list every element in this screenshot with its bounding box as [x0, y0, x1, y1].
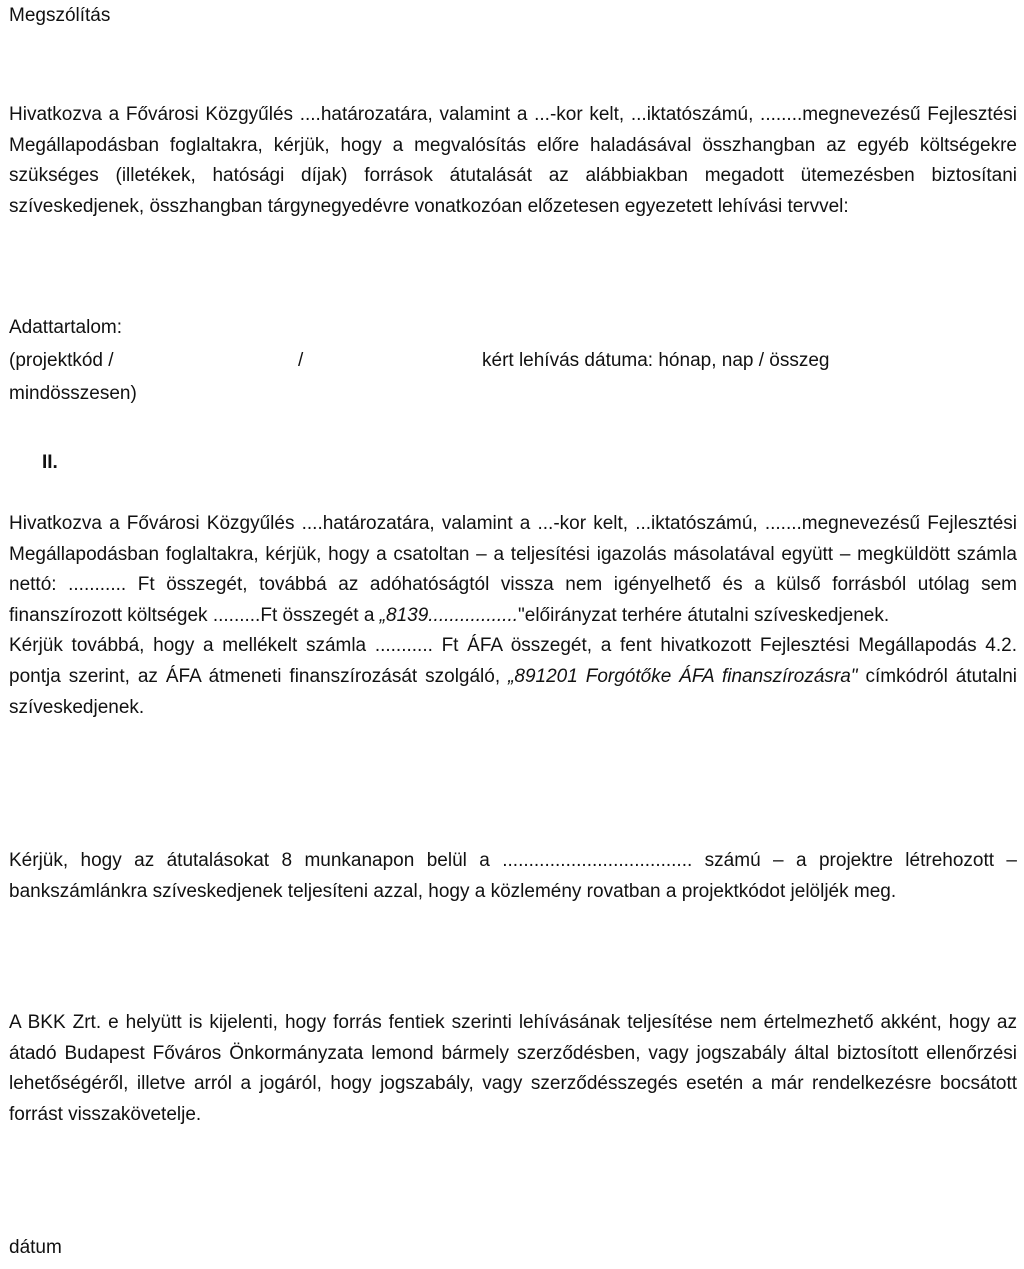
- data-column-date-amount: kért lehívás dátuma: hónap, nap / összeg: [482, 350, 830, 371]
- paragraph-invoice-tail: "előirányzat terhére átutalni szíveskedjenek.: [518, 604, 890, 626]
- vat-code: „891201 Forgótőke ÁFA finanszírozásra": [508, 665, 858, 687]
- appropriation-code: „8139.................: [379, 604, 519, 626]
- paragraph-request-costs: Hivatkozva a Fővárosi Közgyűlés ....határozatára, valamint a ...-kor kelt, ...iktatószámú, ........megnevezésű Fejlesztési Megállapodásban foglaltakra, kérjük, hogy a megvalósítás előre haladásával összhangban az egyéb költségekre szükséges (illetékek, hatósági díjak) források átutalását az alábbiakban megadott ütemezésben biztosítani szíveskedjenek, összhangban tárgynegyedévre vonatkozóan előzetesen egyezetett lehívási tervvel:: [9, 104, 1017, 217]
- salutation-heading: Megszólítás: [9, 5, 111, 26]
- data-content-block: [9, 313, 1017, 412]
- data-column-separator: /: [298, 350, 304, 371]
- paragraph-declaration: A BKK Zrt. e helyütt is kijelenti, hogy forrás fentiek szerinti lehívásának teljesítése nem értelmezhető akként, hogy az átadó Budapest Főváros Önkormányzata lemond bármely szerződésben, vagy jogszabály által biztosított ellenőrzési lehetőségéről, illetve arról a jogáról, hogy jogszabály, vagy szerződésszegés esetén a már rendelkezésre bocsátott forrást visszakövetelje.: [9, 1012, 1017, 1125]
- paragraph-vat-text: Kérjük továbbá, hogy a mellékelt számla ........... Ft ÁFA összegét, a fent hivatkozott Fejlesztési Megállapodás 4.2. pontja szerint, az ÁFA átmeneti finanszírozását szolgáló,: [9, 635, 1017, 687]
- paragraph-vat-tail: címkódról átutalni szíveskedjenek.: [9, 665, 1018, 718]
- date-label: dátum: [9, 1237, 62, 1258]
- data-column-total: mindösszesen): [9, 383, 137, 404]
- paragraph-invoice-transfer: [9, 509, 1017, 723]
- section-number: II.: [42, 452, 58, 473]
- data-content-label: Adattartalom:: [9, 317, 122, 338]
- paragraph-bank-account: Kérjük, hogy az átutalásokat 8 munkanapon belül a .................................... számú – a projektre létrehozott – bankszámlánkra szíveskedjenek teljesíteni azzal, hogy a közlemény rovatban a projektkódot jelöljék meg.: [9, 850, 1017, 902]
- paragraph-invoice-text: Hivatkozva a Fővárosi Közgyűlés ....határozatára, valamint a ...-kor kelt, ...iktatószámú, .......megnevezésű Fejlesztési Megállapodásban foglaltakra, kérjük, hogy a csatoltan – a teljesítési igazolás másolatával együtt – megküldött számla nettó: ........... Ft összegét, továbbá az adóhatóságtól vissza nem igényelhető és a külső forrásból utólag sem finanszírozott költségek .........Ft összegét a: [9, 513, 1017, 626]
- data-column-projectcode: (projektkód /: [9, 350, 114, 371]
